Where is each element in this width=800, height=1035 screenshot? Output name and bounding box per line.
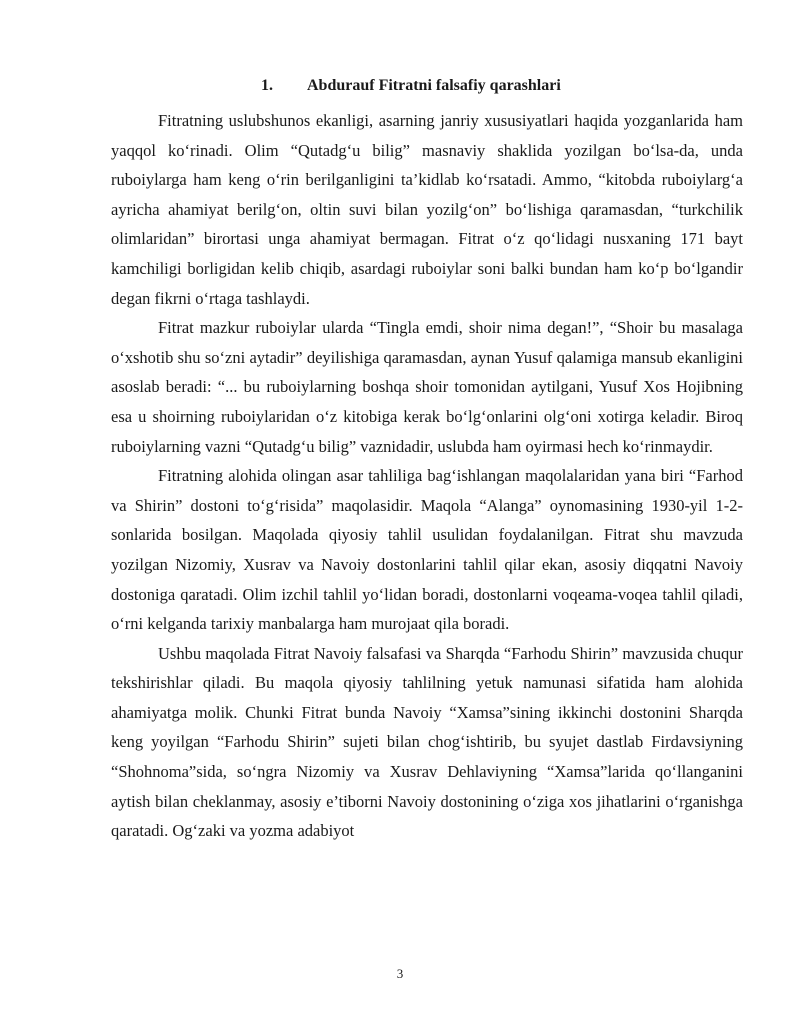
paragraph-3: Fitratning alohida olingan asar tahliliga bag‘ishlangan maqolalaridan yana biri “Farhod va Shirin” dostoni to‘g‘risida” maqolasidir. Maqola “Alanga” oynomasining 1930-yil 1-2-sonlarida bosilgan. Maqolada qiyosiy tahlil usulidan foydalanilgan. Fitrat shu mavzuda yozilgan Nizomiy, Xusrav va Navoiy dostonlarini tahlil qilar ekan, asosiy diqqatni Navoiy dostoniga qaratadi. Olim izchil tahlil yo‘lidan boradi, dostonlarni voqeama-voqea tahlil qiladi, o‘rni kelganda tarixiy manbalarga ham murojaat qila boradi. xyxy=(111,466,743,634)
paragraph-1: Fitratning uslubshunos ekanligi, asarning janriy xususiyatlari haqida yozganlarida ham yaqqol ko‘rinadi. Olim “Qutadg‘u bilig” masnaviy shaklida yozilgan bo‘lsa-da, unda ruboiylarga ham keng o‘rin berilganligini ta’kidlab ko‘rsatadi. Ammo, “kitobda ruboiylarg‘a ayricha ahamiyat berilg‘on, oltin suvi bilan yozilg‘on” bo‘lishiga qaramasdan, “turkchilik olimlaridan” birortasi unga ahamiyat bermagan. Fitrat o‘z qo‘lidagi nusxaning 171 bayt kamchiligi borligidan kelib chiqib, asardagi ruboiylar soni balki bundan ham ko‘p bo‘lgandir degan fikrni o‘rtaga tashlaydi. xyxy=(111,111,743,308)
section-number: 1. xyxy=(261,77,273,94)
section-heading xyxy=(111,74,743,98)
page-content xyxy=(111,74,743,846)
section-title: Abdurauf Fitratni falsafiy qarashlari xyxy=(307,77,561,94)
paragraph-4: Ushbu maqolada Fitrat Navoiy falsafasi va Sharqda “Farhodu Shirin” mavzusida chuqur tekshirishlar qiladi. Bu maqola qiyosiy tahlilning yetuk namunasi sifatida ham alohida ahamiyatga molik. Chunki Fitrat bunda Navoiy “Xamsa”sining ikkinchi dostonini Sharqda keng yoyilgan “Farhodu Shirin” sujeti bilan chog‘ishtirib, bu syujet dastlab Firdavsiyning “Shohnoma”sida, so‘ngra Nizomiy va Xusrav Dehlaviyning “Xamsa”larida qo‘llanganini aytish bilan cheklanmay, asosiy e’tiborni Navoiy dostonining o‘ziga xos jihatlarini o‘rganishga qaratadi. Og‘zaki va yozma adabiyot xyxy=(111,643,743,841)
paragraph-2: Fitrat mazkur ruboiylar ularda “Tingla emdi, shoir nima degan!”, “Shoir bu masalaga o‘xshotib shu so‘zni aytadir” deyilishiga qaramasdan, aynan Yusuf qalamiga mansub ekanligini asoslab beradi: “... bu ruboiylarning boshqa shoir tomonidan aytilgani, Yusuf Xos Hojibning esa u shoirning ruboiylaridan o‘z kitobiga kerak bo‘lg‘onlarini olg‘oni xotirga keladir. Biroq ruboiylarning vazni “Qutadg‘u bilig” vaznidadir, uslubda ham oyirmasi hech ko‘rinmaydir. xyxy=(111,318,743,456)
page-number: 3 xyxy=(396,966,404,981)
